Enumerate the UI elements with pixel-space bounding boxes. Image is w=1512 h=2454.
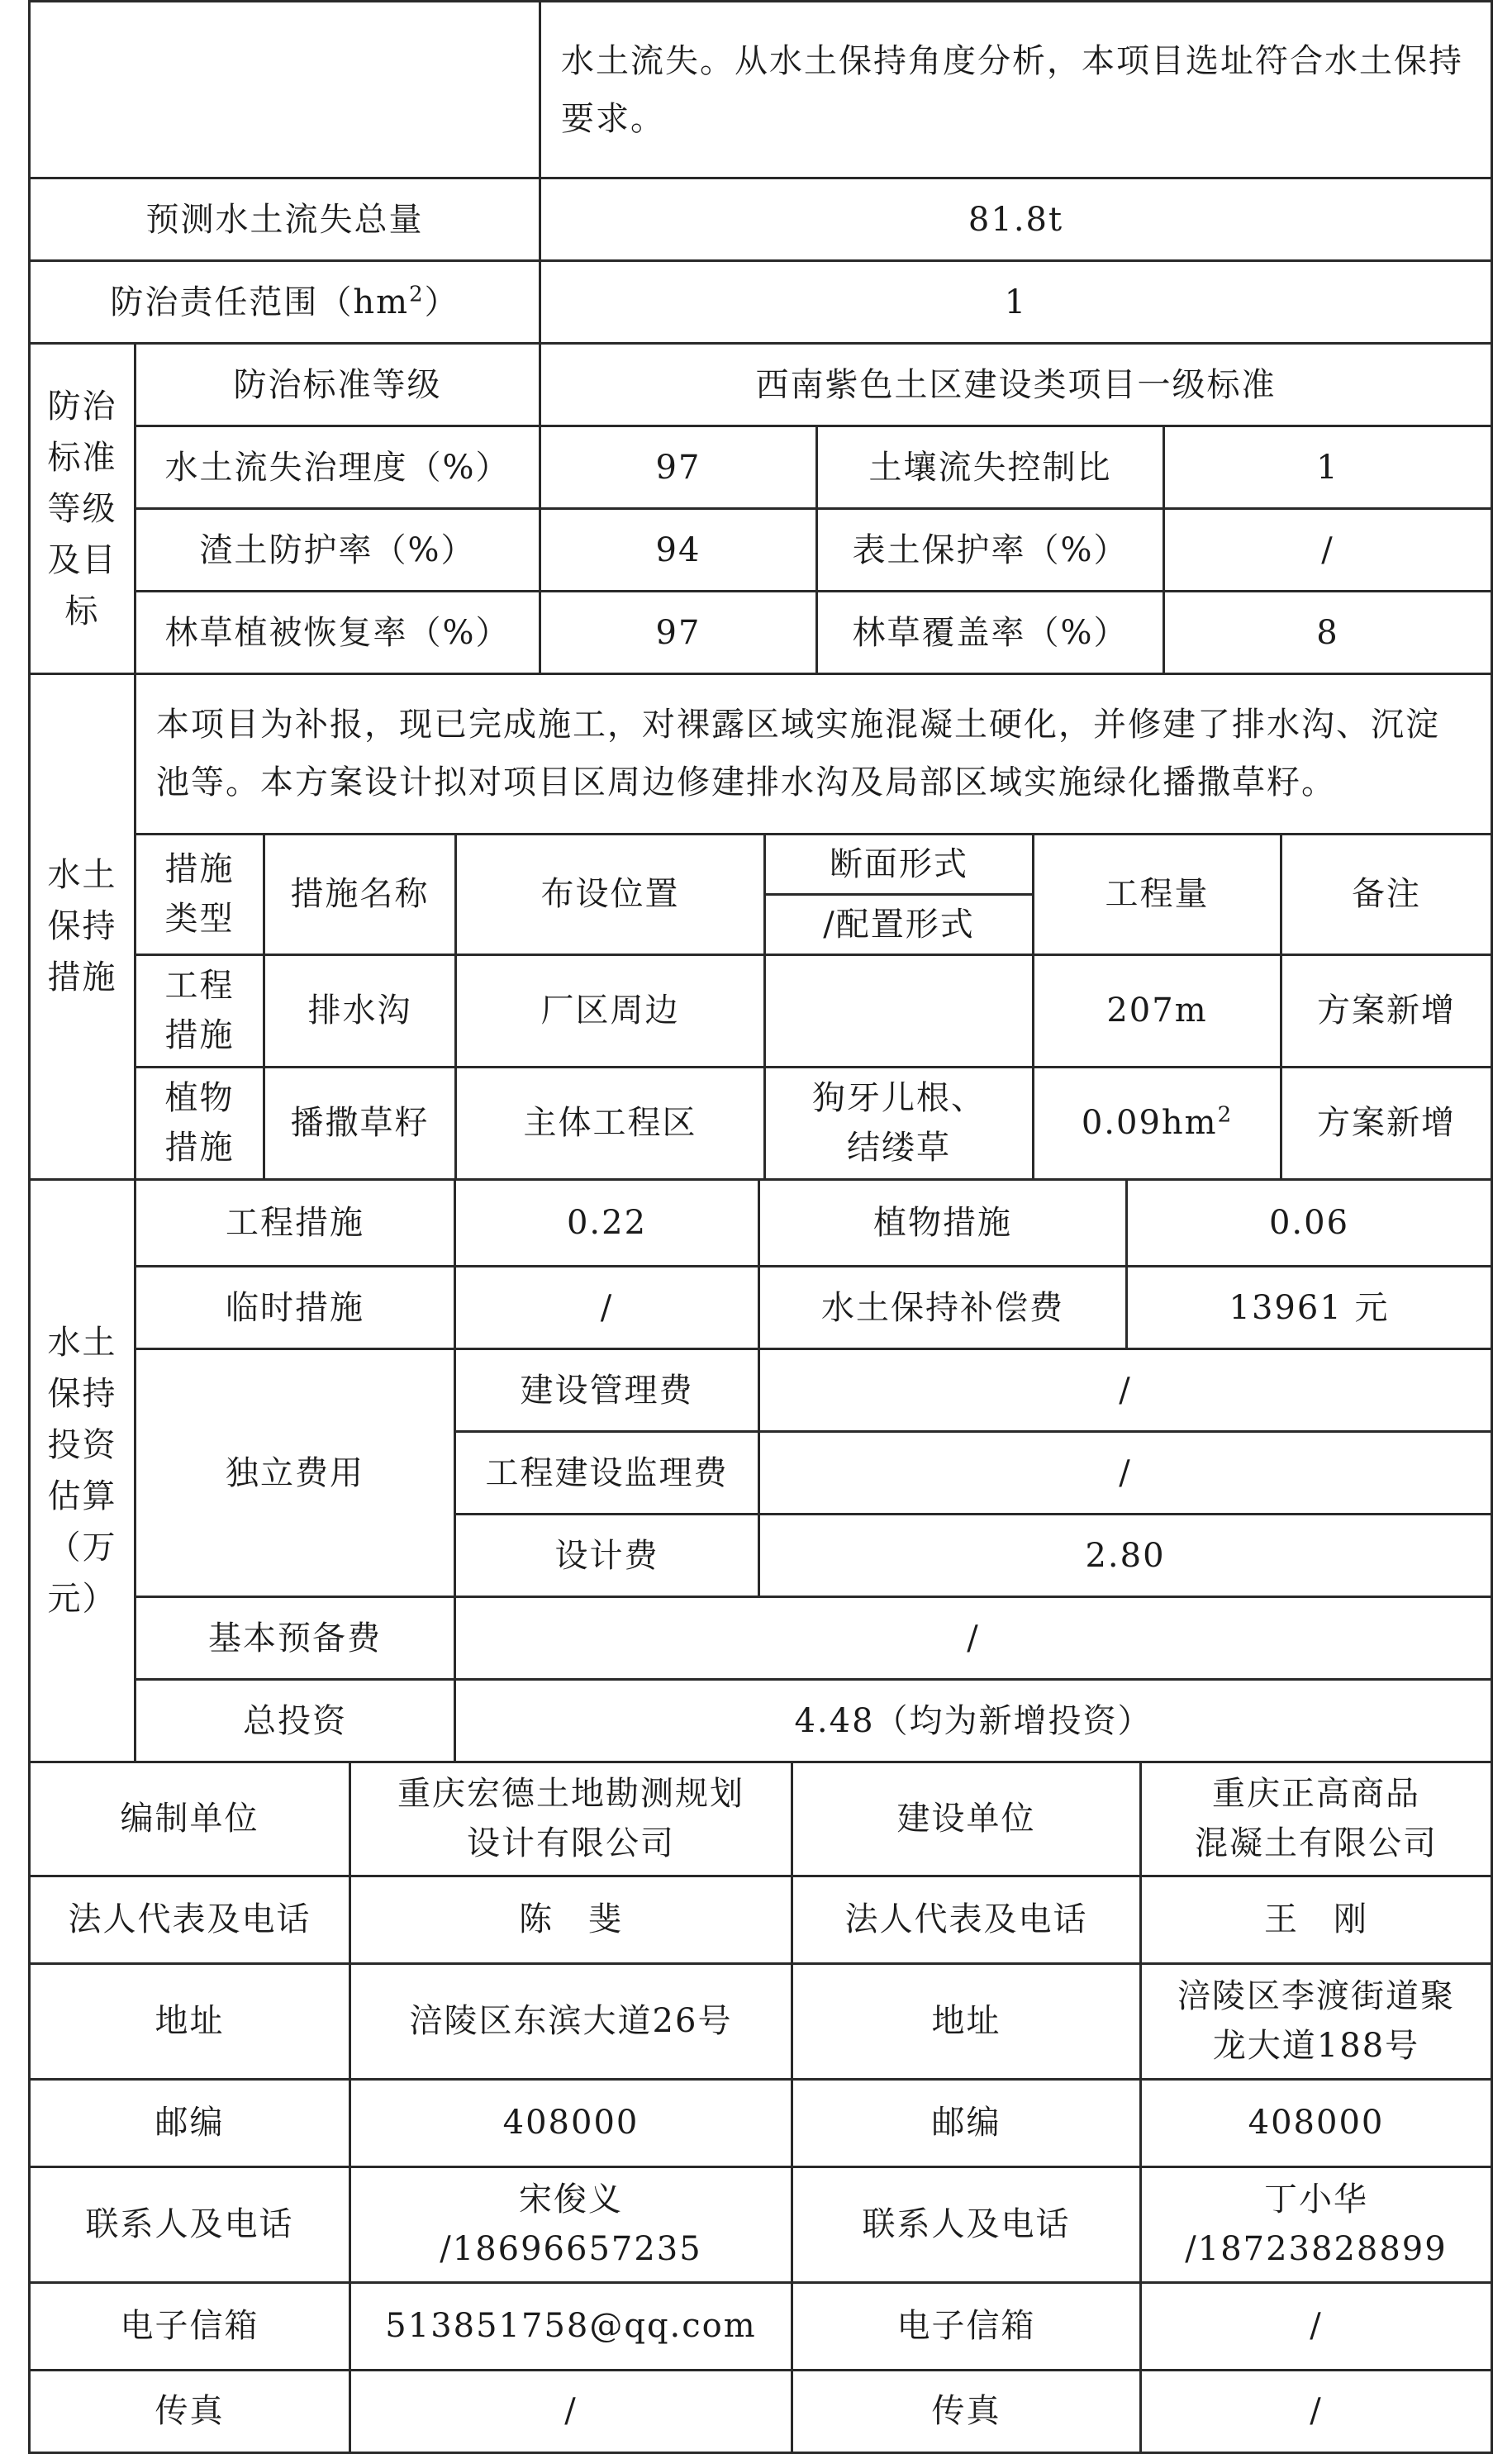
contact-row	[30, 2370, 1492, 2452]
measure-remark: 方案新增	[1281, 954, 1492, 1067]
target-label: 表土保护率（%）	[817, 509, 1164, 592]
standards-row	[30, 509, 1492, 592]
contact-row	[30, 1963, 1492, 2079]
target-value: 8	[1164, 592, 1492, 674]
measure-remark: 方案新增	[1281, 1067, 1492, 1179]
temp-measures-label: 临时措施	[136, 1267, 455, 1349]
investment-table	[28, 1181, 1493, 1764]
measure-name: 播撒草籽	[264, 1067, 456, 1179]
target-label: 林草覆盖率（%）	[817, 592, 1164, 674]
measure-form: 狗牙儿根、 结缕草	[765, 1067, 1034, 1179]
compensation-value: 13961 元	[1127, 1267, 1492, 1349]
contact-label: 联系人及电话	[30, 2166, 350, 2282]
target-label: 林草植被恢复率（%）	[136, 592, 540, 674]
measures-description: 本项目为补报，现已完成施工，对裸露区域实施混凝土硬化，并修建了排水沟、沉淀池等。本方案设计拟对项目区周边修建排水沟及局部区域实施绿化播撒草籽。	[136, 675, 1492, 834]
contact-value: 408000	[1141, 2079, 1492, 2166]
contact-label: 地址	[792, 1963, 1141, 2079]
plant-measures-label: 植物措施	[759, 1181, 1127, 1267]
contact-label: 邮编	[792, 2079, 1141, 2166]
contact-label: 联系人及电话	[792, 2166, 1141, 2282]
target-value: 97	[540, 426, 817, 509]
contact-label: 传真	[792, 2370, 1141, 2452]
target-value: /	[1164, 509, 1492, 592]
blank-cell	[30, 2, 540, 178]
contact-label: 电子信箱	[792, 2282, 1141, 2370]
target-label: 渣土防护率（%）	[136, 509, 540, 592]
siting-conclusion: 水土流失。从水土保持角度分析，本项目选址符合水土保持要求。	[540, 2, 1492, 178]
indep-item-label: 设计费	[455, 1515, 759, 1597]
contact-label: 法人代表及电话	[30, 1876, 350, 1963]
measures-table	[28, 675, 1493, 1181]
measure-location: 主体工程区	[456, 1067, 765, 1179]
standards-row	[30, 592, 1492, 674]
target-value: 97	[540, 592, 817, 674]
target-value: 94	[540, 509, 817, 592]
indep-item-value: 2.80	[759, 1515, 1492, 1597]
reserve-label: 基本预备费	[136, 1597, 455, 1680]
form-sheet	[28, 0, 1491, 2454]
col-type-header: 措施 类型	[136, 834, 264, 954]
resp-area-value: 1	[540, 261, 1492, 344]
indep-item-value: /	[759, 1349, 1492, 1432]
target-value: 1	[1164, 426, 1492, 509]
contact-label: 法人代表及电话	[792, 1876, 1141, 1963]
col-form-header: 断面形式 /配置形式	[765, 834, 1034, 954]
contact-value: 513851758@qq.com	[350, 2282, 792, 2370]
contact-value: 涪陵区东滨大道26号	[350, 1963, 792, 2079]
target-label: 土壤流失控制比	[817, 426, 1164, 509]
contact-value: 涪陵区李渡街道聚 龙大道188号	[1141, 1963, 1492, 2079]
resp-area-label: 防治责任范围$(hm^2)$	[30, 261, 540, 344]
contact-row	[30, 2282, 1492, 2370]
contact-label: 地址	[30, 1963, 350, 2079]
contacts-table	[28, 1763, 1493, 2454]
measure-type: 工程 措施	[136, 954, 264, 1067]
contact-row	[30, 1876, 1492, 1963]
measure-location: 厂区周边	[456, 954, 765, 1067]
contact-value: 宋俊义 /18696657235	[350, 2166, 792, 2282]
contact-value: 重庆正高商品 混凝土有限公司	[1141, 1763, 1492, 1876]
standards-row	[30, 426, 1492, 509]
reserve-value: /	[455, 1597, 1492, 1680]
col-location-header: 布设位置	[456, 834, 765, 954]
indep-item-label: 建设管理费	[455, 1349, 759, 1432]
plant-measures-value: 0.06	[1127, 1181, 1492, 1267]
grade-label: 防治标准等级	[136, 344, 540, 426]
contact-value: /	[1141, 2370, 1492, 2452]
independent-costs-label: 独立费用	[136, 1349, 455, 1597]
indep-item-value: /	[759, 1432, 1492, 1515]
contact-value: 408000	[350, 2079, 792, 2166]
contact-value: 陈 斐	[350, 1876, 792, 1963]
standards-table	[28, 0, 1493, 675]
grade-value: 西南紫色土区建设类项目一级标准	[540, 344, 1492, 426]
contact-row	[30, 1763, 1492, 1876]
contact-value: /	[1141, 2282, 1492, 2370]
contact-value: 王 刚	[1141, 1876, 1492, 1963]
measure-quantity: 207m	[1034, 954, 1281, 1067]
investment-section-label: 水土 保持 投资 估算 （万 元）	[30, 1181, 136, 1762]
target-label: 水土流失治理度（%）	[136, 426, 540, 509]
contact-label: 传真	[30, 2370, 350, 2452]
contact-row	[30, 2166, 1492, 2282]
contact-value: 重庆宏德土地勘测规划 设计有限公司	[350, 1763, 792, 1876]
total-investment-value: 4.48（均为新增投资）	[455, 1680, 1492, 1762]
contact-row	[30, 2079, 1492, 2166]
contact-label: 建设单位	[792, 1763, 1141, 1876]
indep-item-label: 工程建设监理费	[455, 1432, 759, 1515]
predicted-loss-value: 81.8t	[540, 178, 1492, 261]
measures-header-row	[30, 834, 1492, 954]
contact-label: 邮编	[30, 2079, 350, 2166]
compensation-label: 水土保持补偿费	[759, 1267, 1127, 1349]
col-name-header: 措施名称	[264, 834, 456, 954]
measure-quantity: $0.09hm^2$	[1034, 1067, 1281, 1179]
predicted-loss-label: 预测水土流失总量	[30, 178, 540, 261]
eng-measures-label: 工程措施	[136, 1181, 455, 1267]
contact-value: /	[350, 2370, 792, 2452]
measure-name: 排水沟	[264, 954, 456, 1067]
table-row	[30, 954, 1492, 1067]
contact-label: 电子信箱	[30, 2282, 350, 2370]
temp-measures-value: /	[455, 1267, 759, 1349]
col-quantity-header: 工程量	[1034, 834, 1281, 954]
standards-section-label: 防治 标准 等级 及目 标	[30, 344, 136, 674]
total-investment-label: 总投资	[136, 1680, 455, 1762]
measure-form	[765, 954, 1034, 1067]
measure-type: 植物 措施	[136, 1067, 264, 1179]
col-remark-header: 备注	[1281, 834, 1492, 954]
table-row	[30, 1067, 1492, 1179]
measures-section-label: 水土 保持 措施	[30, 675, 136, 1179]
eng-measures-value: 0.22	[455, 1181, 759, 1267]
contact-label: 编制单位	[30, 1763, 350, 1876]
contact-value: 丁小华 /18723828899	[1141, 2166, 1492, 2282]
